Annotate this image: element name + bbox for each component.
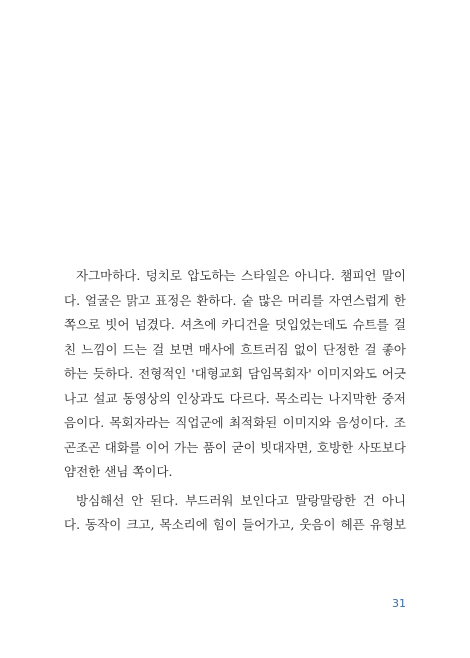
text-line: 곤조곤 대화를 이어 가는 품이 굳이 빗대자면, 호방한 사또보다: [64, 439, 406, 455]
text-line: 친 느낌이 드는 걸 보면 매사에 흐트러짐 없이 단정한 걸 좋아: [64, 341, 406, 357]
text-line: 자그마하다. 덩치로 압도하는 스타일은 아니다. 챔피언 말이: [76, 268, 406, 283]
page-number: 31: [392, 597, 406, 610]
text-line: 방심해선 안 된다. 부드러워 보인다고 말랑말랑한 건 아니: [76, 492, 406, 508]
text-line: 얌전한 샌님 쪽이다.: [64, 464, 173, 479]
text-line: 다. 동작이 크고, 목소리에 힘이 들어가고, 웃음이 헤픈 유형보: [64, 517, 406, 532]
text-line: 쪽으로 빗어 넘겼다. 셔츠에 카디건을 덧입었는데도 슈트를 걸: [64, 317, 406, 332]
text-line: 하는 듯하다. 전형적인 '대형교회 담임목회자' 이미지와도 어긋: [64, 366, 406, 381]
text-line: 음이다. 목회자라는 직업군에 최적화된 이미지와 음성이다. 조: [64, 415, 406, 430]
text-line: 다. 얼굴은 맑고 표정은 환하다. 숱 많은 머리를 자연스럽게 한: [64, 292, 406, 308]
body-text: [64, 264, 406, 538]
text-line: 나고 설교 동영상의 인상과도 다르다. 목소리는 나지막한 중저: [64, 390, 406, 406]
